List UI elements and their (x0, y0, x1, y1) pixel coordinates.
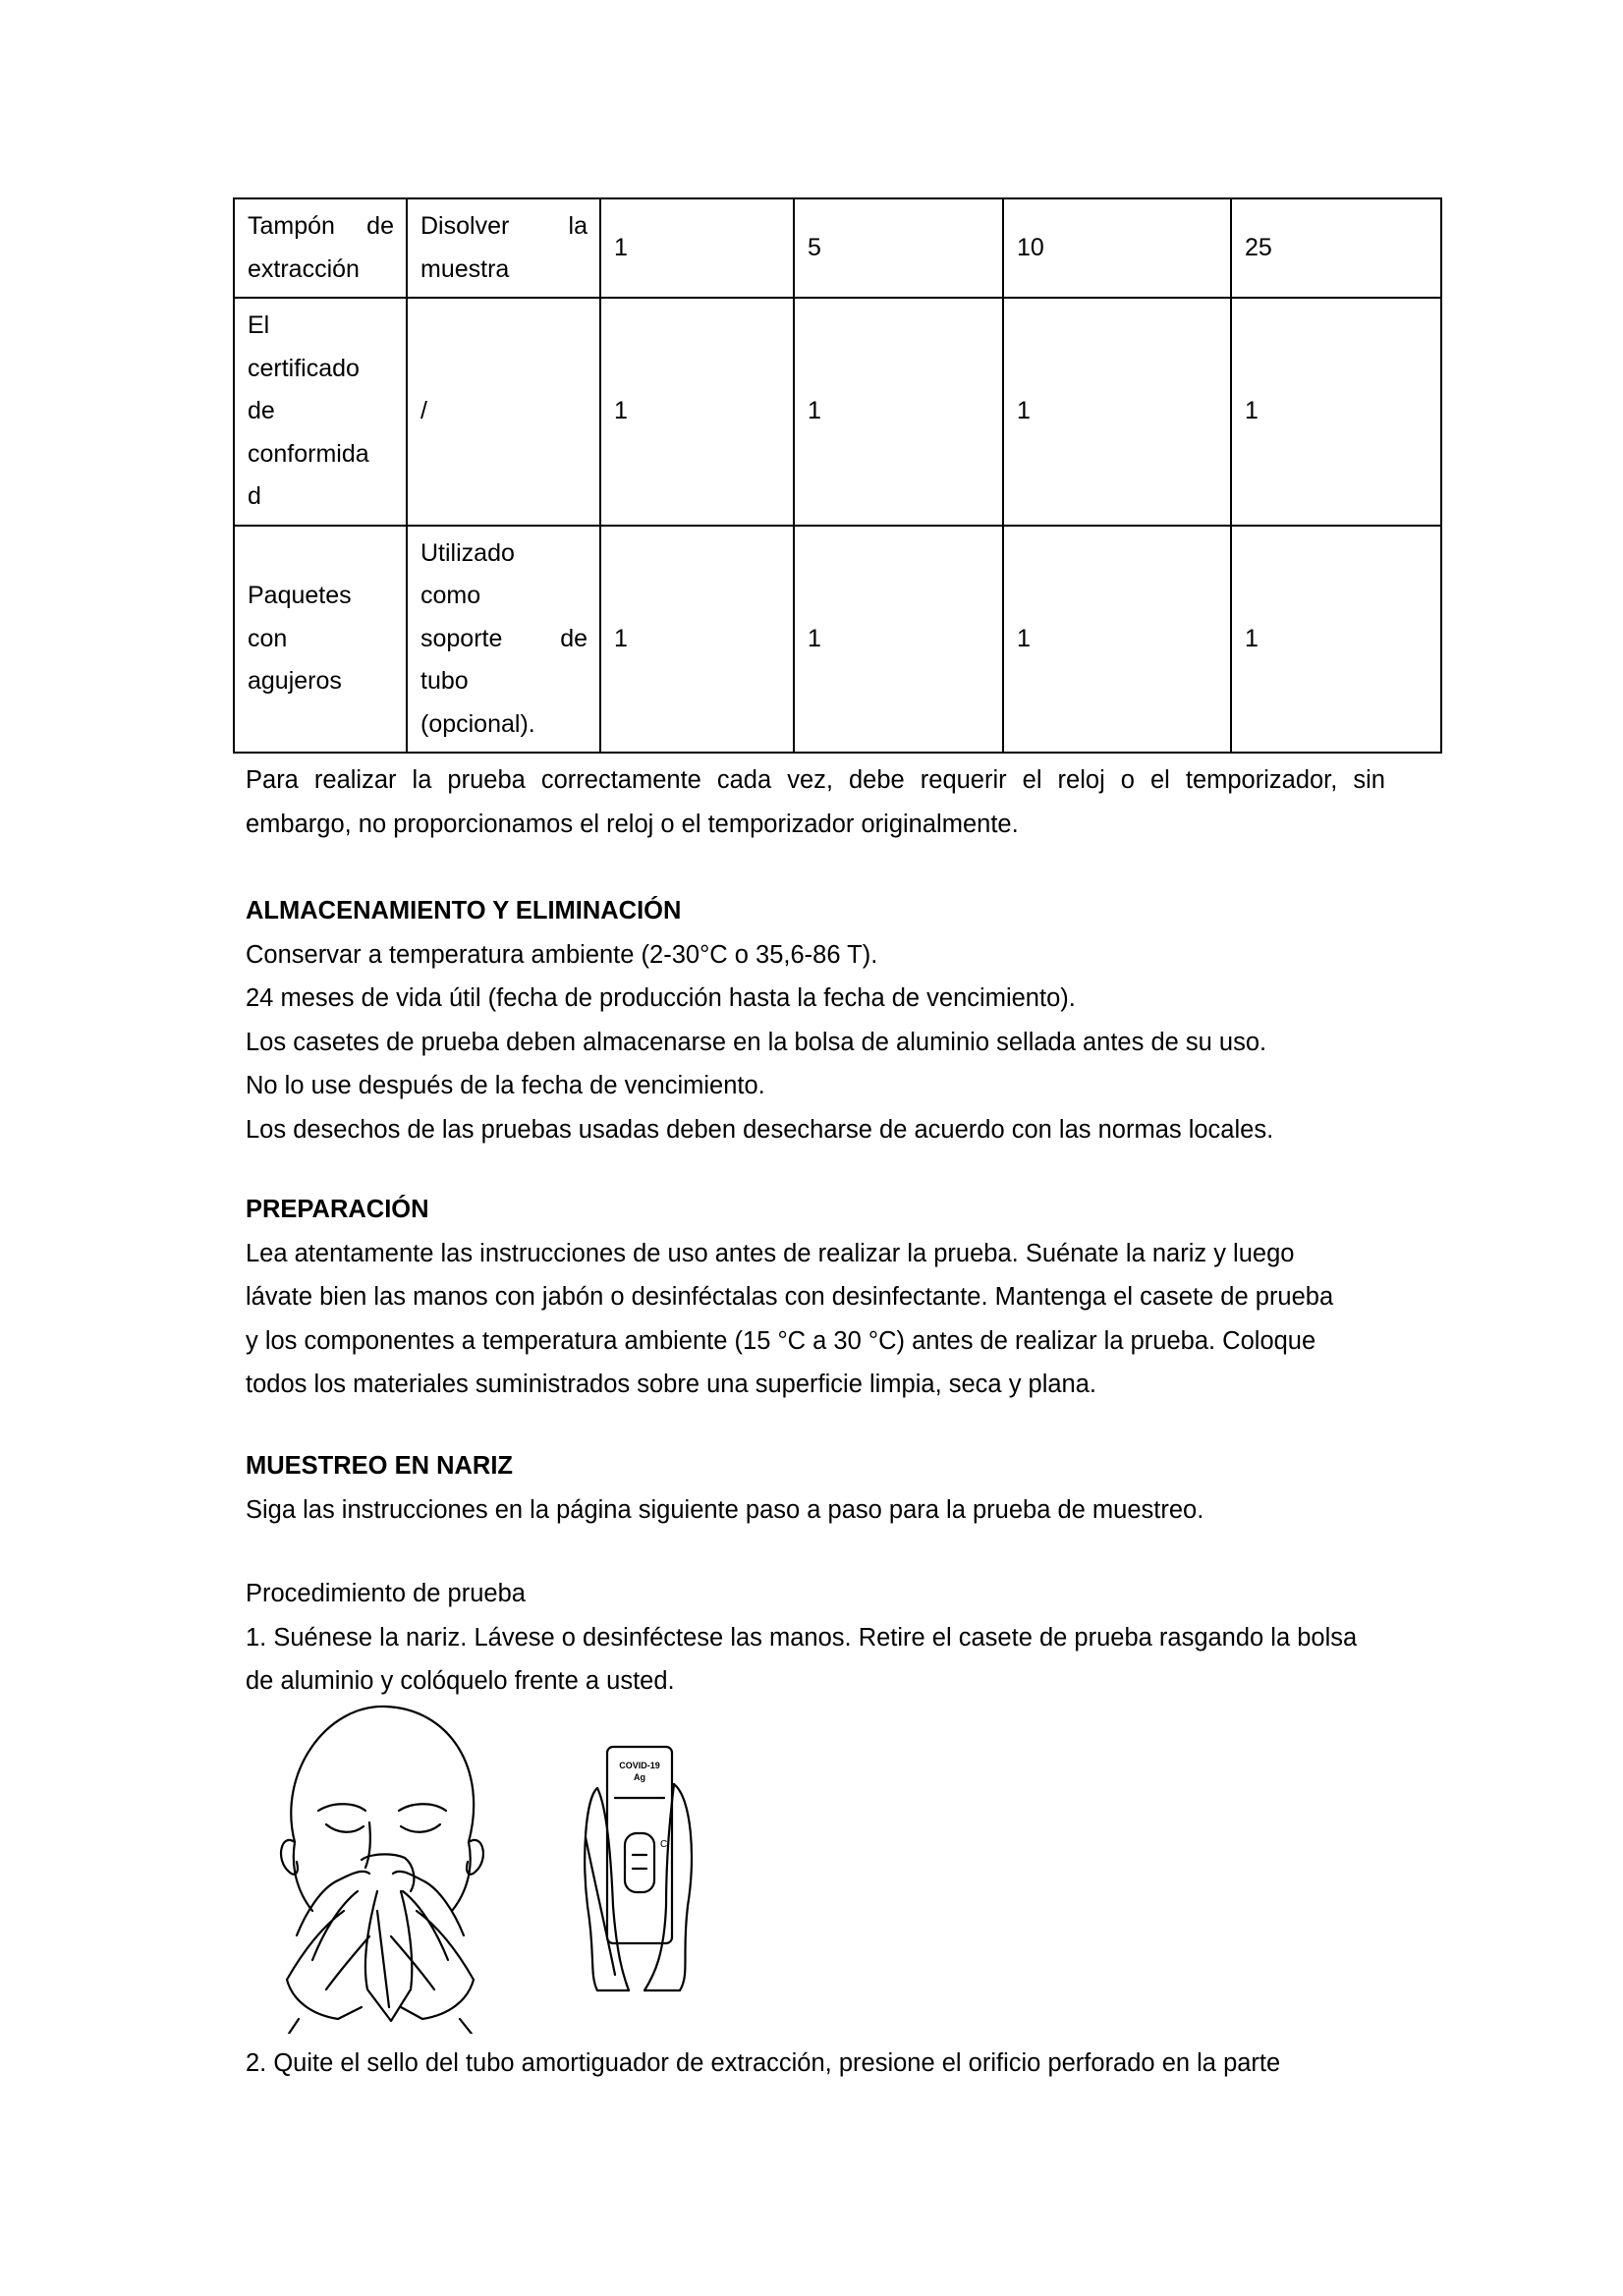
procedure-step-2: 2. Quite el sello del tubo amortiguador de extracción, presione el orificio perforado en la parte (246, 2049, 1281, 2077)
preparation-line: lávate bien las manos con jabón o desinféctalas con desinfectante. Mantenga el casete de prueba (246, 1283, 1334, 1311)
table-row (234, 526, 1441, 754)
table-cell-qty: 1 (794, 298, 1003, 526)
table-cell-qty: 5 (794, 198, 1003, 298)
procedure-step-1-cont: de aluminio y colóquelo frente a usted. (246, 1667, 675, 1695)
test-cassette-pouch-illustration (568, 1739, 705, 1999)
storage-section (246, 889, 1385, 1151)
table-cell-qty: 1 (600, 298, 794, 526)
preparation-section (246, 1188, 1385, 1407)
sampling-section (246, 1444, 1385, 1532)
table-cell-qty: 1 (794, 526, 1003, 754)
section-heading: ALMACENAMIENTO Y ELIMINACIÓN (246, 897, 682, 924)
preparation-line: Lea atentamente las instrucciones de uso antes de realizar la prueba. Suénate la nariz y luego (246, 1239, 1295, 1267)
storage-line: Los casetes de prueba deben almacenarse en la bolsa de aluminio sellada antes de su uso. (246, 1028, 1267, 1056)
table-cell-item: Tampón de extracción (234, 198, 407, 298)
procedure-title: Procedimiento de prueba (246, 1580, 526, 1607)
table-cell-use: Disolver la muestra (407, 198, 600, 298)
procedure-section (246, 1572, 1385, 1704)
blow-nose-illustration (267, 1695, 493, 2034)
preparation-line: y los componentes a temperatura ambiente (15 °C a 30 °C) antes de realizar la prueba. Coloque (246, 1326, 1316, 1355)
table-cell-qty: 1 (600, 526, 794, 754)
table-cell-qty: 1 (1231, 526, 1441, 754)
table-cell-qty: 1 (1231, 298, 1441, 526)
table-cell-item: El certificado de conformida d (234, 298, 407, 526)
cassette-control-mark: C (660, 1839, 668, 1850)
table-row (234, 298, 1441, 526)
kit-components-table (233, 197, 1442, 754)
table-cell-qty: 1 (1003, 526, 1231, 754)
table-cell-qty: 25 (1231, 198, 1441, 298)
cassette-label: COVID-19 (619, 1761, 660, 1770)
table-cell-qty: 1 (1003, 298, 1231, 526)
procedure-step-1: 1. Suénese la nariz. Lávese o desinféctese las manos. Retire el casete de prueba rasgando la bolsa (246, 1623, 1358, 1652)
timer-note: Para realizar la prueba correctamente cada vez, debe requerir el reloj o el temporizador, sin embargo, no proporcionamos el reloj o el temporizador originalmente. (246, 766, 1385, 838)
section-heading: MUESTREO EN NARIZ (246, 1452, 514, 1480)
storage-line: 24 meses de vida útil (fecha de producción hasta la fecha de vencimiento). (246, 984, 1076, 1012)
storage-line: Los desechos de las pruebas usadas deben desecharse de acuerdo con las normas locales. (246, 1115, 1274, 1144)
cassette-label: Ag (634, 1772, 645, 1782)
table-cell-qty: 10 (1003, 198, 1231, 298)
section-heading: PREPARACIÓN (246, 1196, 429, 1223)
storage-line: No lo use después de la fecha de vencimiento. (246, 1072, 765, 1099)
preparation-line: todos los materiales suministrados sobre una superficie limpia, seca y plana. (246, 1371, 1097, 1398)
storage-line: Conservar a temperatura ambiente (2-30°C o 35,6-86 T). (246, 940, 878, 969)
sampling-text: Siga las instrucciones en la página siguiente paso a paso para la prueba de muestreo. (246, 1495, 1204, 1524)
table-cell-qty: 1 (600, 198, 794, 298)
table-cell-use: / (407, 298, 600, 526)
table-row (234, 198, 1441, 298)
table-cell-use: Utilizado como soporte de tubo (opcional). (407, 526, 600, 754)
table-cell-item: Paquetes con agujeros (234, 526, 407, 754)
